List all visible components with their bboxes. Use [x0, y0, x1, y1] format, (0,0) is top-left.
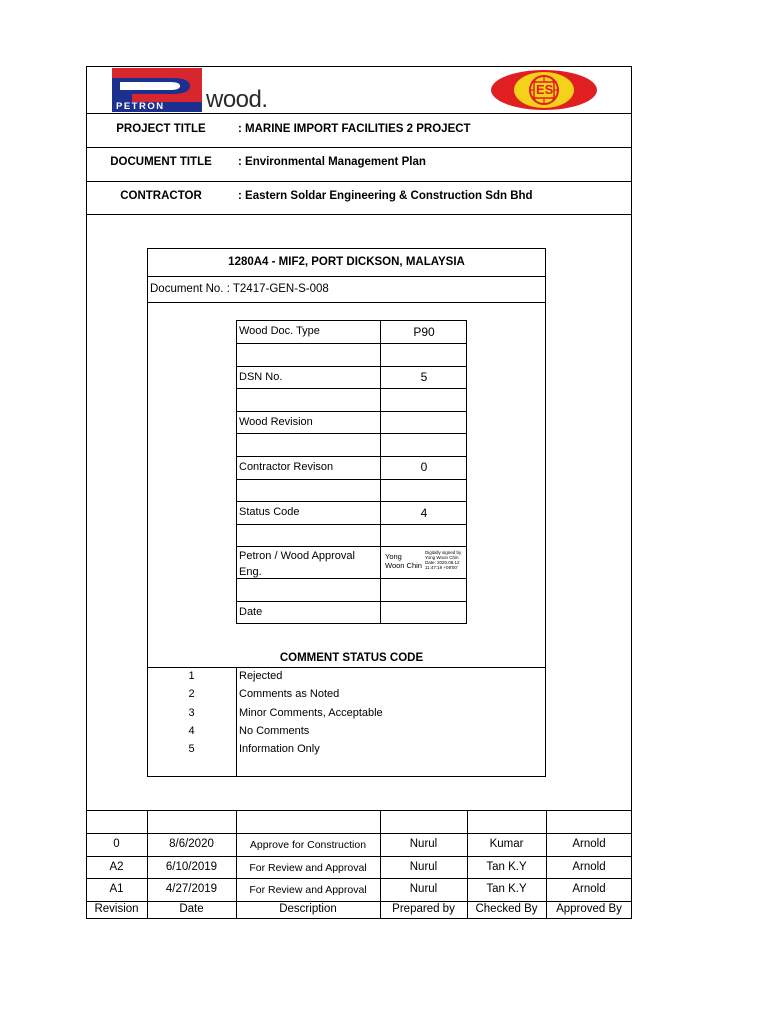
- contractor-value: : Eastern Soldar Engineering & Construction Sdn Bhd: [238, 190, 533, 202]
- doc-info-row-line: [236, 546, 467, 547]
- checked-by-header: Checked By: [475, 903, 538, 915]
- date-label: Date: [239, 606, 263, 618]
- project-title-value: : MARINE IMPORT FACILITIES 2 PROJECT: [238, 123, 471, 135]
- doc-info-row-line: [236, 388, 467, 389]
- digital-signature: [383, 549, 466, 577]
- comment-code: 1: [188, 670, 195, 682]
- header-divider: [86, 113, 632, 114]
- approval-engineer-label: Petron / Wood Approval Eng.: [239, 550, 355, 578]
- checked-by-cell: Tan K.Y: [486, 883, 527, 895]
- project-location-title: 1280A4 - MIF2, PORT DICKSON, MALAYSIA: [228, 256, 465, 268]
- contractor-revision-label: Contractor Revison: [239, 461, 334, 473]
- document-title-value: : Environmental Management Plan: [238, 156, 426, 168]
- doc-info-row-line: [236, 524, 467, 525]
- contractor-label: CONTRACTOR: [120, 190, 202, 202]
- status-code-label: Status Code: [239, 506, 300, 518]
- description-header: Description: [279, 903, 337, 915]
- revision-table-row-line: [86, 901, 632, 902]
- revision-cell: A2: [109, 861, 124, 873]
- revision-header: Revision: [94, 903, 139, 915]
- doc-info-row-line: [236, 366, 467, 367]
- wood-doc-type-label: Wood Doc. Type: [239, 325, 320, 337]
- signature-note-4: 11:47:19 +08'00': [425, 565, 458, 570]
- comment-text: Rejected: [239, 670, 283, 682]
- wood-revision-label: Wood Revision: [239, 416, 313, 428]
- prepared-by-header: Prepared by: [392, 903, 455, 915]
- document-number: Document No. : T2417-GEN-S-008: [150, 283, 329, 295]
- header-divider: [86, 181, 632, 182]
- comment-status-title: COMMENT STATUS CODE: [279, 652, 424, 664]
- dsn-no-label: DSN No.: [239, 371, 283, 383]
- doc-info-row-line: [236, 501, 467, 502]
- dsn-no-value: 5: [420, 370, 428, 384]
- doc-info-row-line: [236, 343, 467, 344]
- description-cell: For Review and Approval: [249, 884, 367, 896]
- checked-by-cell: Tan K.Y: [486, 861, 527, 873]
- doc-info-row-line: [236, 456, 467, 457]
- doc-info-row-line: [236, 411, 467, 412]
- doc-info-row-line: [236, 433, 467, 434]
- header-divider: [86, 214, 632, 215]
- revision-table-row-line: [86, 833, 632, 834]
- doc-info-row-line: [236, 479, 467, 480]
- prepared-by-cell: Nurul: [409, 838, 438, 850]
- comment-status-divider: [147, 667, 546, 668]
- status-code-value: 4: [420, 506, 428, 520]
- date-cell: 4/27/2019: [165, 883, 218, 895]
- checked-by-cell: Kumar: [489, 838, 524, 850]
- comment-text: Comments as Noted: [239, 688, 340, 700]
- approved-by-header: Approved By: [556, 903, 622, 915]
- comment-text: Minor Comments, Acceptable: [239, 707, 383, 719]
- wood-doc-type-value: P90: [413, 325, 435, 339]
- doc-info-row-line: [236, 601, 467, 602]
- revision-table-row-line: [86, 856, 632, 857]
- header-divider: [86, 147, 632, 148]
- comment-code: 5: [188, 743, 195, 755]
- approved-by-cell: Arnold: [572, 861, 606, 873]
- comment-status-column-divider: [236, 667, 237, 777]
- signature-name-1: Yong: [385, 552, 402, 561]
- contractor-logo: [490, 69, 598, 111]
- contractor-logo-text: ES: [536, 82, 554, 97]
- wood-logo: [206, 86, 268, 114]
- date-header: Date: [179, 903, 204, 915]
- approved-by-cell: Arnold: [572, 838, 606, 850]
- project-box-divider: [147, 276, 546, 277]
- signature-name-2: Woon Chin: [385, 561, 422, 570]
- project-box-divider: [147, 302, 546, 303]
- comment-code: 3: [188, 707, 195, 719]
- signature-note-3: Date: 2020.08.12: [425, 560, 460, 565]
- petron-logo-text: PETRON: [116, 101, 165, 112]
- comment-code: 2: [188, 688, 195, 700]
- revision-table-top: [86, 810, 632, 811]
- document-title-label: DOCUMENT TITLE: [110, 156, 212, 168]
- signature-note-1: Digitally signed by: [425, 550, 462, 555]
- approved-by-cell: Arnold: [572, 883, 606, 895]
- revision-cell: 0: [113, 838, 120, 850]
- wood-logo-text: wood.: [206, 86, 268, 113]
- prepared-by-cell: Nurul: [409, 883, 438, 895]
- signature-note-2: Yong Woon Chin: [425, 555, 459, 560]
- comment-text: No Comments: [239, 725, 310, 737]
- date-cell: 8/6/2020: [169, 838, 214, 850]
- description-cell: Approve for Construction: [249, 839, 367, 851]
- project-title-label: PROJECT TITLE: [116, 123, 206, 135]
- comment-text: Information Only: [239, 743, 320, 755]
- description-cell: For Review and Approval: [249, 862, 367, 874]
- revision-table-row-line: [86, 878, 632, 879]
- petron-logo: [112, 68, 202, 112]
- contractor-revision-value: 0: [420, 460, 428, 474]
- revision-cell: A1: [109, 883, 124, 895]
- date-cell: 6/10/2019: [165, 861, 218, 873]
- comment-code: 4: [188, 725, 195, 737]
- prepared-by-cell: Nurul: [409, 861, 438, 873]
